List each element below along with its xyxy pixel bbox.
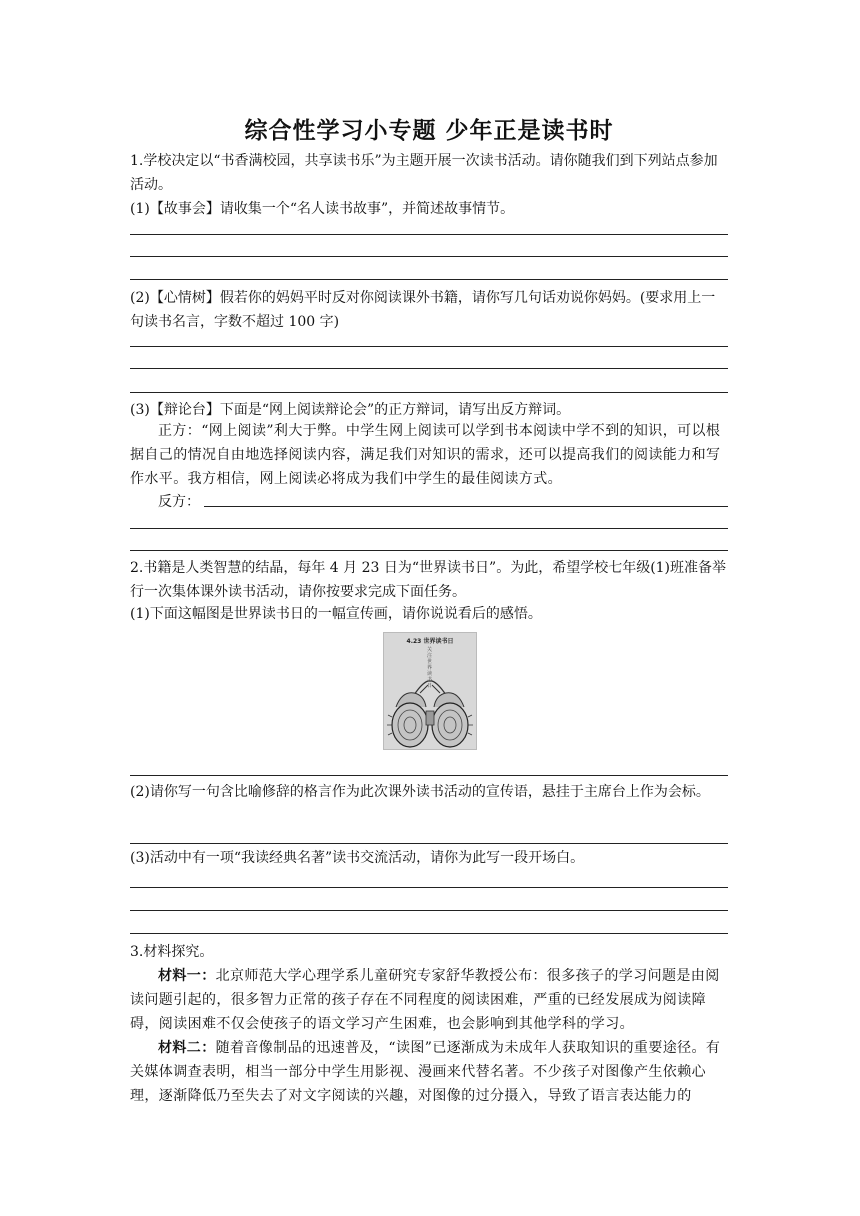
answer-line[interactable]	[130, 392, 728, 393]
answer-line[interactable]	[130, 528, 728, 529]
q2-sub3: (3)活动中有一项“我读经典名著”读书交流活动，请你为此写一段开场白。	[130, 850, 585, 866]
negative-label: 反方：	[158, 494, 200, 510]
answer-line[interactable]	[130, 256, 728, 257]
answer-line[interactable]	[130, 279, 728, 280]
answer-line[interactable]	[130, 234, 728, 235]
affirmative-argument: 正方：“网上阅读”利大于弊。中学生网上阅读可以学到书本阅读中学不到的知识，可以根据自己的情况自由地选择阅读内容，满足我们对知识的需求，还可以提高我们的阅读能力和写作水平。我方相信，网上阅读必将成为我们中学生的最佳阅读方式。	[130, 423, 721, 487]
answer-line[interactable]	[130, 368, 728, 369]
answer-line[interactable]	[130, 910, 728, 911]
q2-sub1: (1)下面这幅图是世界读书日的一幅宣传画，请你说说看后的感悟。	[130, 606, 542, 622]
material-two	[130, 1036, 728, 1108]
q1-sub3: (3)【辩论台】下面是“网上阅读辩论会”的正方辩词，请写出反方辩词。	[130, 402, 571, 418]
negative-answer-line[interactable]	[204, 506, 728, 507]
q1-intro: 1.学校决定以“书香满校园，共享读书乐”为主题开展一次读书活动。请你随我们到下列站点参加活动。	[130, 153, 718, 193]
world-reading-day-poster	[383, 632, 477, 750]
material-one-text: 北京师范大学心理学系儿童研究专家舒华教授公布：很多孩子的学习问题是由阅读问题引起的，很多智力正常的孩子存在不同程度的阅读困难，严重的已经发展成为阅读障碍，阅读困难不仅会使孩子的语文学习产生困难，也会影响到其他学科的学习。	[130, 968, 720, 1032]
q3-intro: 3.材料探究。	[130, 944, 214, 960]
q2-intro: 2.书籍是人类智慧的结晶，每年 4 月 23 日为“世界读书日”。为此，希望学校七年级(1)班准备举行一次集体课外读书活动，请你按要求完成下面任务。	[130, 560, 727, 600]
q1-sub1: (1)【故事会】请收集一个“名人读书故事”，并简述故事情节。	[130, 201, 515, 217]
answer-line[interactable]	[130, 843, 728, 844]
material-one	[130, 964, 728, 1036]
page-title: 综合性学习小专题 少年正是读书时	[244, 118, 614, 144]
answer-line[interactable]	[130, 550, 728, 551]
material-one-label: 材料一：	[158, 968, 216, 984]
q1-sub2: (2)【心情树】假若你的妈妈平时反对你阅读课外书籍，请你写几句话劝说你妈妈。(要求用上一句读书名言，字数不超过 100 字)	[130, 290, 716, 330]
poster-caption: 4.23 世界读书日	[406, 638, 454, 645]
book-scroll-binoculars-illustration	[384, 633, 476, 749]
answer-line[interactable]	[130, 933, 728, 934]
answer-line[interactable]	[130, 887, 728, 888]
material-two-text: 随着音像制品的迅速普及，“读图”已逐渐成为未成年人获取知识的重要途径。有关媒体调查表明，相当一部分中学生用影视、漫画来代替名著。不少孩子对图像产生依赖心理，逐渐降低乃至失去了对文字阅读的兴趣，对图像的过分摄入，导致了语言表达能力的	[130, 1040, 721, 1104]
q2-sub2: (2)请你写一句含比喻修辞的格言作为此次课外读书活动的宣传语，悬挂于主席台上作为会标。	[130, 784, 710, 800]
material-two-label: 材料二：	[158, 1040, 216, 1056]
answer-line[interactable]	[130, 775, 728, 776]
poster-vertical-text: 关注世界读书日	[427, 647, 433, 689]
answer-line[interactable]	[130, 346, 728, 347]
